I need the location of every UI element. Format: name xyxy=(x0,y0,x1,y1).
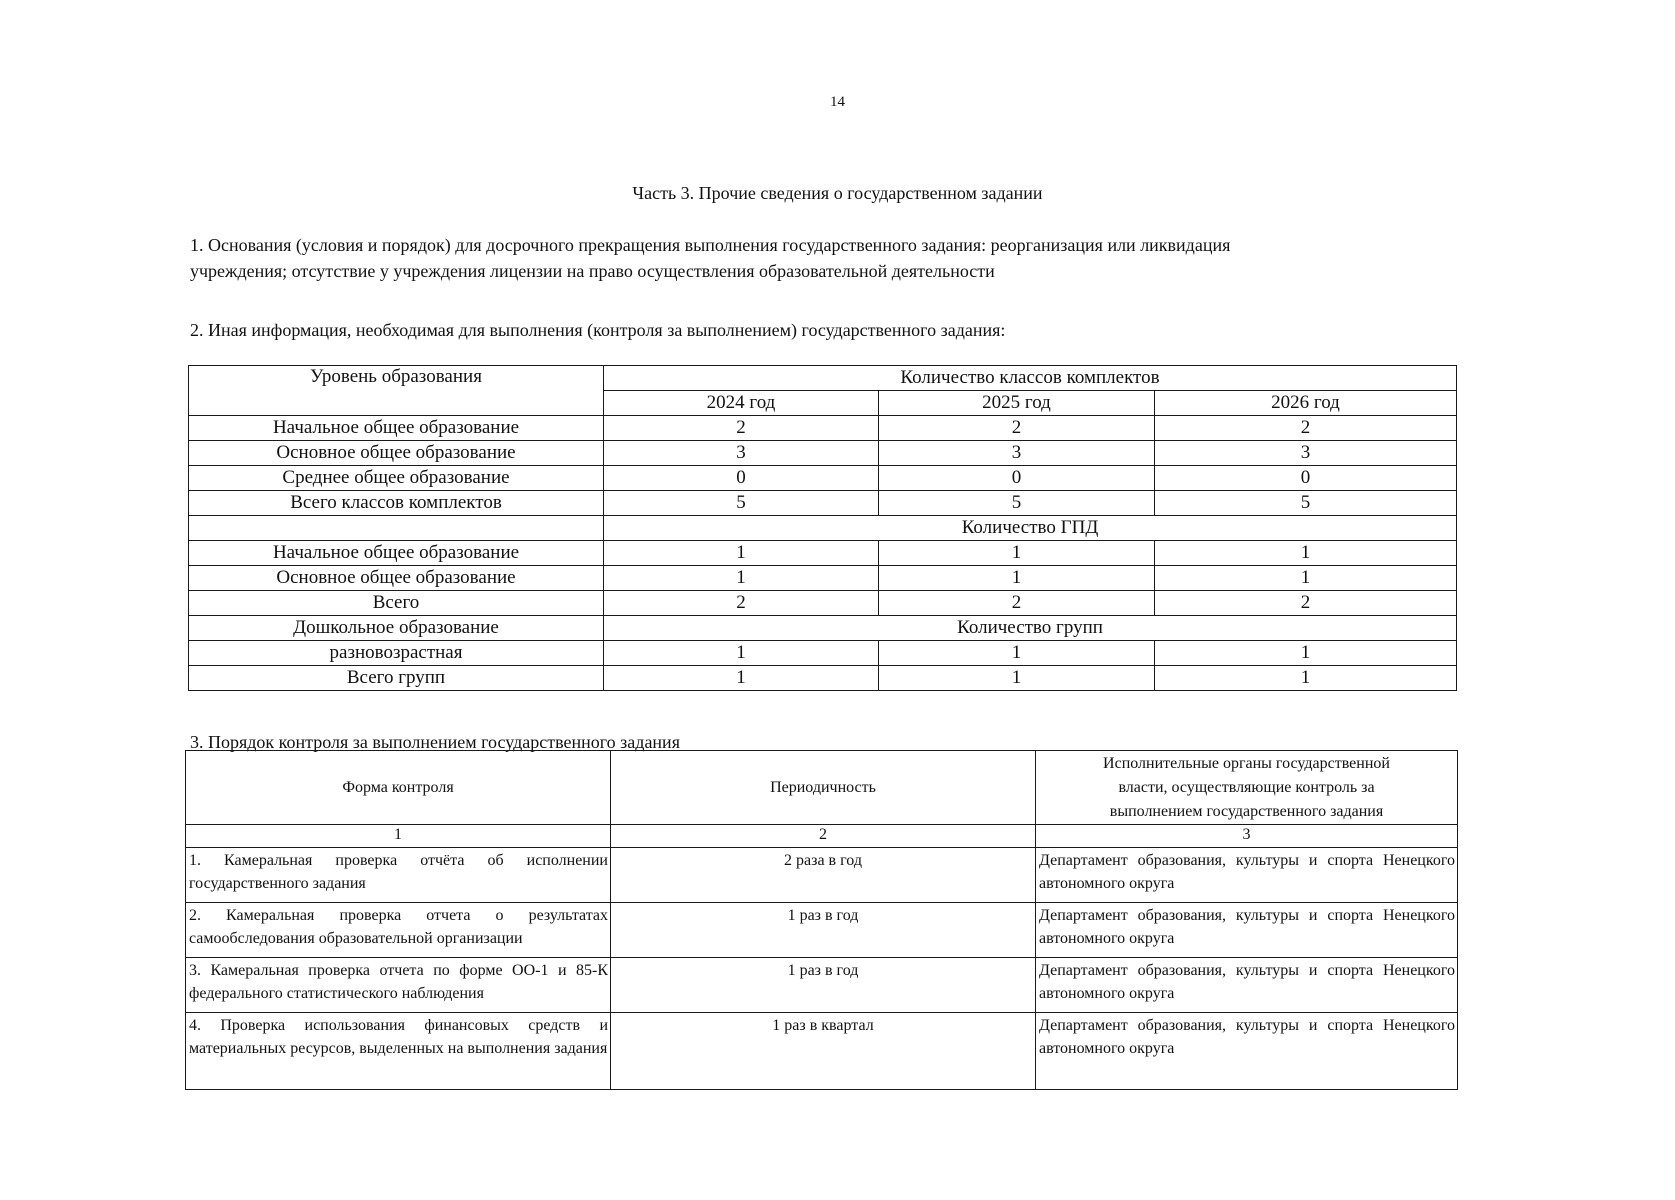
table-cell: 3 xyxy=(1155,441,1457,466)
table-cell: 1 xyxy=(879,541,1155,566)
table-row xyxy=(186,751,1458,825)
page-number: 14 xyxy=(830,94,845,110)
control-form-cell: 3. Камеральная проверка отчета по форме ОО-1 и 85-К федерального статистического наблюдения xyxy=(186,958,611,1013)
table-cell: 1 xyxy=(879,641,1155,666)
year-header: 2024 год xyxy=(604,391,879,416)
table-row xyxy=(186,1013,1458,1090)
section-2-title: 2. Иная информация, необходимая для выполнения (контроля за выполнением) государственного задания: xyxy=(190,320,1006,340)
table-cell: 5 xyxy=(1155,491,1457,516)
authority-header-line: власти, осуществляющие контроль за xyxy=(1118,778,1375,796)
row-label: Основное общее образование xyxy=(189,566,604,591)
authority-cell: Департамент образования, культуры и спорта Ненецкого автономного округа xyxy=(1036,958,1458,1013)
periodicity-cell: 1 раз в квартал xyxy=(611,1013,1036,1090)
year-header: 2025 год xyxy=(879,391,1155,416)
table-cell: 1 xyxy=(1155,641,1457,666)
table-cell: 3 xyxy=(879,441,1155,466)
table-row xyxy=(186,825,1458,848)
table-row xyxy=(189,416,1457,441)
level-header: Уровень образования xyxy=(189,366,604,416)
groups-header: Количество групп xyxy=(604,616,1457,641)
row-label: Всего xyxy=(189,591,604,616)
authority-header-line: выполнением государственного задания xyxy=(1109,802,1384,820)
row-label: Основное общее образование xyxy=(189,441,604,466)
periodicity-cell: 1 раз в год xyxy=(611,958,1036,1013)
table-row xyxy=(189,616,1457,641)
table-cell: 2 xyxy=(1155,416,1457,441)
classes-header: Количество классов комплектов xyxy=(604,366,1457,391)
table-cell: 1 xyxy=(1155,566,1457,591)
part-title: Часть 3. Прочие сведения о государственном задании xyxy=(632,183,1043,203)
form-header: Форма контроля xyxy=(186,751,611,825)
table-row xyxy=(189,666,1457,691)
table-cell: 2 xyxy=(604,416,879,441)
row-label: Начальное общее образование xyxy=(189,541,604,566)
authority-header-line: Исполнительные органы государственной xyxy=(1103,754,1390,772)
control-form-cell: 4. Проверка использования финансовых средств и материальных ресурсов, выделенных на выполнения задания xyxy=(186,1013,611,1090)
column-number: 1 xyxy=(186,825,611,848)
row-label: Начальное общее образование xyxy=(189,416,604,441)
table-cell: 1 xyxy=(604,566,879,591)
row-label: Среднее общее образование xyxy=(189,466,604,491)
table-row xyxy=(189,541,1457,566)
gpd-header: Количество ГПД xyxy=(604,516,1457,541)
table-cell: 2 xyxy=(879,416,1155,441)
table-row xyxy=(189,491,1457,516)
row-label: Всего групп xyxy=(189,666,604,691)
row-label: Всего классов комплектов xyxy=(189,491,604,516)
table-row xyxy=(189,441,1457,466)
authority-cell: Департамент образования, культуры и спорта Ненецкого автономного округа xyxy=(1036,903,1458,958)
table-cell: 1 xyxy=(604,541,879,566)
table-cell: 1 xyxy=(879,666,1155,691)
table-cell: 3 xyxy=(604,441,879,466)
table-row xyxy=(186,903,1458,958)
table-cell: 0 xyxy=(879,466,1155,491)
table-row xyxy=(189,641,1457,666)
section-1-text xyxy=(190,232,1460,284)
empty-cell xyxy=(189,516,604,541)
table-row xyxy=(186,958,1458,1013)
table-cell: 5 xyxy=(879,491,1155,516)
table-row xyxy=(189,516,1457,541)
control-form-cell: 1. Камеральная проверка отчёта об исполнении государственного задания xyxy=(186,848,611,903)
table-cell: 1 xyxy=(879,566,1155,591)
authority-header xyxy=(1036,751,1458,825)
table-cell: 1 xyxy=(604,666,879,691)
table-row xyxy=(189,466,1457,491)
authority-cell: Департамент образования, культуры и спорта Ненецкого автономного округа xyxy=(1036,1013,1458,1090)
control-table xyxy=(185,750,1458,1090)
authority-cell: Департамент образования, культуры и спорта Ненецкого автономного округа xyxy=(1036,848,1458,903)
table-cell: 5 xyxy=(604,491,879,516)
table-row xyxy=(186,848,1458,903)
table-cell: 0 xyxy=(604,466,879,491)
periodicity-cell: 1 раз в год xyxy=(611,903,1036,958)
table-cell: 2 xyxy=(604,591,879,616)
table-cell: 0 xyxy=(1155,466,1457,491)
control-form-cell: 2. Камеральная проверка отчета о результатах самообследования образовательной организации xyxy=(186,903,611,958)
table-row xyxy=(189,366,1457,391)
classes-table xyxy=(188,365,1457,691)
table-cell: 1 xyxy=(1155,666,1457,691)
table-row xyxy=(189,566,1457,591)
preschool-label: Дошкольное образование xyxy=(189,616,604,641)
column-number: 2 xyxy=(611,825,1036,848)
periodicity-header: Периодичность xyxy=(611,751,1036,825)
year-header: 2026 год xyxy=(1155,391,1457,416)
section-3-title: 3. Порядок контроля за выполнением государственного задания xyxy=(190,732,680,752)
table-cell: 1 xyxy=(1155,541,1457,566)
table-cell: 1 xyxy=(604,641,879,666)
table-cell: 2 xyxy=(1155,591,1457,616)
table-cell: 2 xyxy=(879,591,1155,616)
periodicity-cell: 2 раза в год xyxy=(611,848,1036,903)
column-number: 3 xyxy=(1036,825,1458,848)
section-1-line-1: 1. Основания (условия и порядок) для досрочного прекращения выполнения государственного задания: реорганизация или ликвидация xyxy=(190,235,1231,255)
table-row xyxy=(189,591,1457,616)
section-1-line-2: учреждения; отсутствие у учреждения лицензии на право осуществления образовательной деятельности xyxy=(190,261,995,281)
row-label: разновозрастная xyxy=(189,641,604,666)
